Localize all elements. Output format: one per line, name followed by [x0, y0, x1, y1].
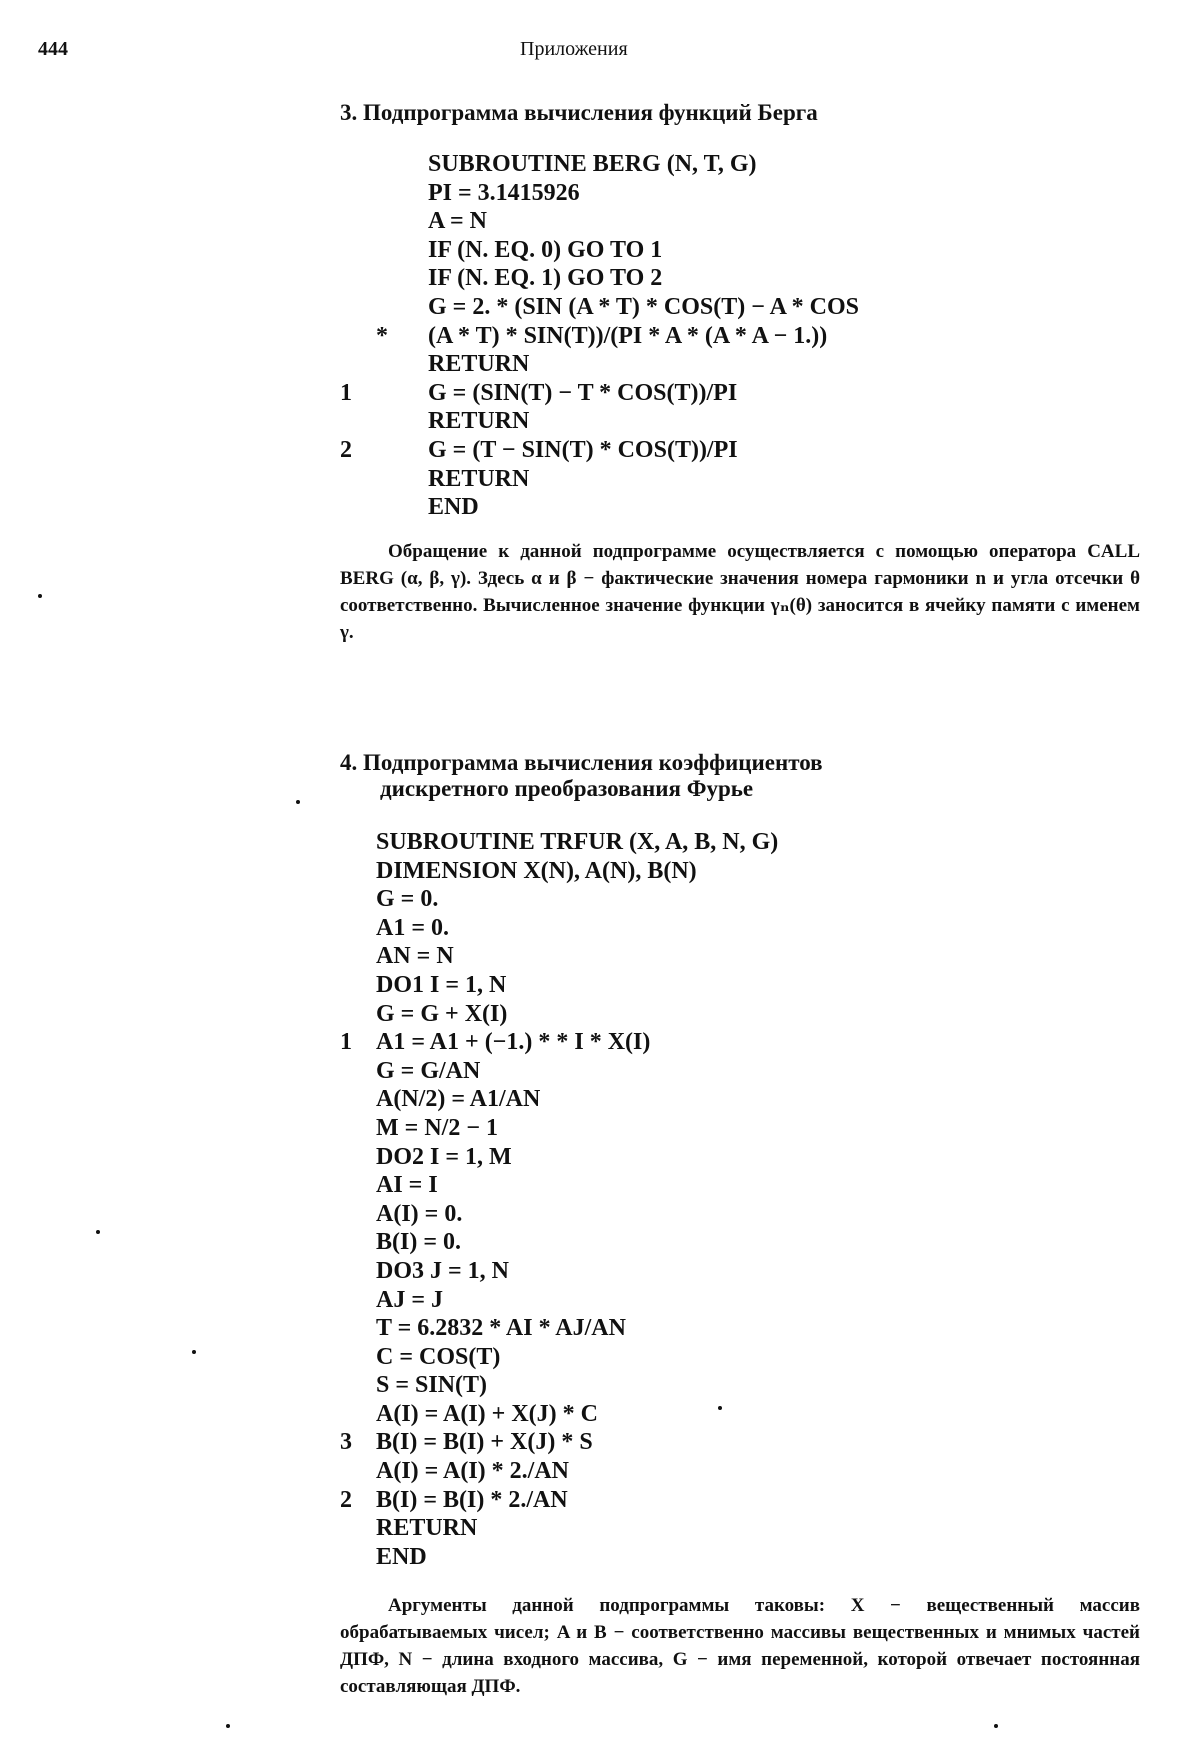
code-line-text: A(I) = A(I) + X(J) * C: [376, 1400, 598, 1427]
code-line-text: A1 = A1 + (−1.) * * I * X(I): [376, 1029, 651, 1056]
section-3-paragraph: [340, 538, 1140, 646]
code-line-label: [340, 857, 376, 886]
code-line-label: 3: [340, 1429, 352, 1456]
code-line-text: END: [428, 494, 479, 521]
code-line-text: RETURN: [428, 465, 530, 492]
code-line-text: A1 = 0.: [376, 914, 450, 941]
code-line-label: [340, 1457, 376, 1486]
code-line-label: 2: [340, 436, 352, 463]
code-line-text: A(I) = A(I) * 2./AN: [376, 1458, 569, 1485]
code-line: [340, 1200, 778, 1229]
code-line: [340, 379, 859, 408]
code-line-text: DIMENSION X(N), A(N), B(N): [376, 857, 697, 884]
code-line: [340, 1428, 778, 1457]
code-line-text: IF (N. EQ. 0) GO TO 1: [428, 236, 663, 263]
code-line: [340, 1457, 778, 1486]
code-line-label: [340, 236, 428, 265]
code-line: [340, 971, 778, 1000]
code-line-text: B(I) = B(I) * 2./AN: [376, 1486, 568, 1513]
code-line: [340, 1286, 778, 1315]
code-line-label: [340, 1114, 376, 1143]
code-line: [340, 828, 778, 857]
code-line-label: 1: [340, 1029, 352, 1056]
code-line: [340, 1085, 778, 1114]
code-line-label: [340, 493, 428, 522]
code-line-text: A(N/2) = A1/AN: [376, 1086, 541, 1113]
section-4-paragraph: [340, 1592, 1140, 1700]
section-4-heading-line2: дискретного преобразования Фурье: [380, 776, 754, 801]
page-number: 444: [38, 38, 68, 60]
code-line: [340, 914, 778, 943]
scan-speck: [38, 594, 42, 598]
code-line-label: [340, 179, 428, 208]
code-line-label: [340, 1228, 376, 1257]
code-line-text: RETURN: [376, 1515, 478, 1542]
section-4-paragraph-text: Аргументы данной подпрограммы таковы: X − вещественный массив обрабатываемых чисел; A и B − соответственно массивы вещественных и мнимых частей ДПФ, N − длина входного массива, G − имя переменной, которой отвечает постоянная составляющая ДПФ.: [340, 1595, 1140, 1697]
code-line-text: RETURN: [428, 351, 530, 378]
code-line-label: [340, 1371, 376, 1400]
code-line-label: [340, 207, 428, 236]
section-3-paragraph-text: Обращение к данной подпрограмме осуществляется с помощью оператора CALL BERG (α, β, γ). Здесь α и β − фактические значения номера гармоники n и угла отсечки θ соответственно. Вычисленное значение функции γₙ(θ) заносится в ячейку памяти с именем γ.: [340, 541, 1140, 643]
code-line-text: G = (SIN(T) − T * COS(T))/PI: [428, 379, 738, 406]
code-line-text: AJ = J: [376, 1286, 444, 1313]
code-line-label: [340, 1514, 376, 1543]
code-line: [340, 1143, 778, 1172]
code-line-label: [340, 942, 376, 971]
code-line-label: [340, 407, 428, 436]
code-line-text: DO1 I = 1, N: [376, 971, 507, 998]
code-line: [340, 465, 859, 494]
code-line-text: G = 2. * (SIN (A * T) * COS(T) − A * COS: [428, 293, 859, 320]
code-line-label: [340, 150, 428, 179]
code-line: [340, 293, 859, 322]
code-line-text: SUBROUTINE BERG (N, T, G): [428, 151, 757, 177]
code-line-text: S = SIN(T): [376, 1372, 488, 1399]
code-line-label: [340, 1400, 376, 1429]
code-line: [340, 885, 778, 914]
code-line: [340, 1028, 778, 1057]
code-line-label: [340, 1314, 376, 1343]
code-line-text: (A * T) * SIN(T))/(PI * A * (A * A − 1.)): [428, 322, 828, 349]
code-line: [340, 179, 859, 208]
code-line-label: [340, 914, 376, 943]
code-line-text: RETURN: [428, 408, 530, 435]
scan-speck: [994, 1724, 998, 1728]
code-line: [340, 1057, 778, 1086]
code-line: [340, 207, 859, 236]
scan-speck: [226, 1724, 230, 1728]
code-line-label: [340, 350, 428, 379]
code-line-text: DO2 I = 1, M: [376, 1143, 512, 1170]
scan-speck: [718, 1406, 722, 1410]
code-line: [340, 1228, 778, 1257]
code-line-text: AI = I: [376, 1172, 438, 1199]
code-line-label: [340, 971, 376, 1000]
code-line-text: END: [376, 1543, 427, 1570]
scan-speck: [96, 1230, 100, 1234]
code-line-text: PI = 3.1415926: [428, 179, 580, 206]
code-line: [340, 1114, 778, 1143]
code-line: [340, 1000, 778, 1029]
code-line-label: [340, 293, 428, 322]
code-line-label: 1: [340, 379, 352, 406]
code-line: [340, 1171, 778, 1200]
code-line-label: [340, 264, 428, 293]
code-line-label: [340, 1143, 376, 1172]
running-head: Приложения: [520, 38, 628, 60]
code-line-text: G = G + X(I): [376, 1000, 508, 1027]
code-line: [340, 150, 859, 179]
code-line-label: [340, 1257, 376, 1286]
code-line-label: [340, 1057, 376, 1086]
code-line-label: [340, 1085, 376, 1114]
code-line-label: [340, 465, 428, 494]
code-line: [340, 1371, 778, 1400]
scan-speck: [192, 1350, 196, 1354]
code-line: [340, 1486, 778, 1515]
code-line: [340, 264, 859, 293]
code-line-text: T = 6.2832 * AI * AJ/AN: [376, 1315, 626, 1342]
code-line: [340, 1343, 778, 1372]
code-line: [340, 1314, 778, 1343]
code-line-text: M = N/2 − 1: [376, 1114, 499, 1141]
code-line-label: [340, 1543, 376, 1572]
trfur-code-listing: [340, 828, 778, 1571]
code-line-text: AN = N: [376, 943, 454, 970]
code-line-text: G = G/AN: [376, 1057, 481, 1084]
code-line-label: 2: [340, 1486, 352, 1513]
code-line: [340, 1514, 778, 1543]
section-4-heading: [340, 750, 823, 802]
code-line: [340, 942, 778, 971]
code-line-text: DO3 J = 1, N: [376, 1257, 510, 1284]
code-line: [340, 236, 859, 265]
code-line-text: A = N: [428, 208, 488, 235]
code-line: [340, 1257, 778, 1286]
code-line: [340, 493, 859, 522]
code-line: [340, 322, 859, 351]
code-line-text: SUBROUTINE TRFUR (X, A, B, N, G): [376, 829, 779, 855]
berg-code-listing: [340, 150, 859, 522]
code-line-label: [340, 1200, 376, 1229]
code-line-label: [340, 1000, 376, 1029]
code-line: [340, 857, 778, 886]
code-line-text: G = (T − SIN(T) * COS(T))/PI: [428, 436, 738, 463]
code-line: [340, 350, 859, 379]
code-line-label: *: [340, 322, 388, 349]
section-4-heading-line1: 4. Подпрограмма вычисления коэффициентов: [340, 750, 823, 775]
code-line-label: [340, 885, 376, 914]
code-line-text: B(I) = 0.: [376, 1229, 462, 1256]
code-line-text: IF (N. EQ. 1) GO TO 2: [428, 265, 663, 292]
code-line-text: G = 0.: [376, 886, 439, 913]
code-line: [340, 436, 859, 465]
code-line-text: A(I) = 0.: [376, 1200, 463, 1227]
code-line-text: B(I) = B(I) + X(J) * S: [376, 1429, 593, 1456]
code-line-text: C = COS(T): [376, 1343, 501, 1370]
code-line-label: [340, 1286, 376, 1315]
section-3-heading: 3. Подпрограмма вычисления функций Берга: [340, 100, 818, 125]
code-line-label: [340, 1171, 376, 1200]
code-line: [340, 1543, 778, 1572]
code-line-label: [340, 1343, 376, 1372]
code-line: [340, 407, 859, 436]
code-line: [340, 1400, 778, 1429]
scan-speck: [296, 800, 300, 804]
code-line-label: [340, 828, 376, 857]
